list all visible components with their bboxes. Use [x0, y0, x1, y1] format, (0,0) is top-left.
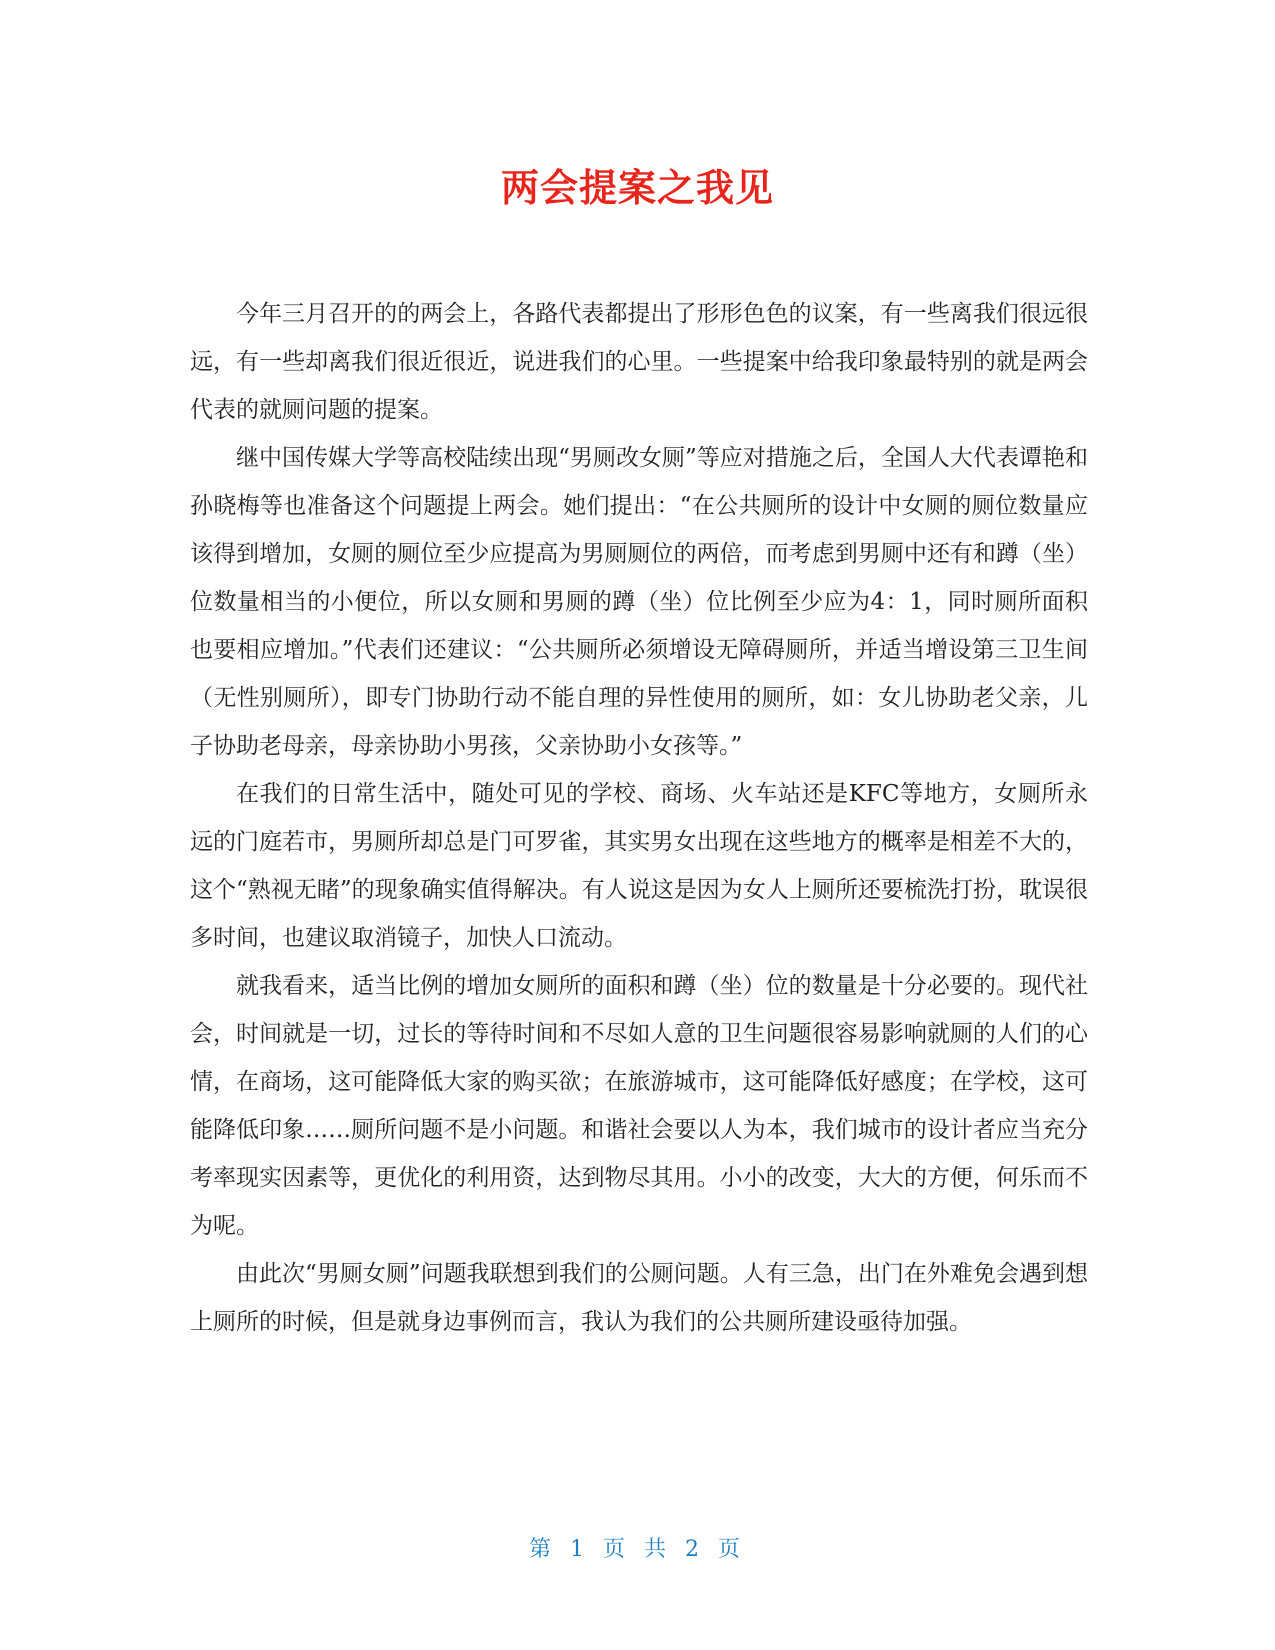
document-body: [190, 290, 1088, 1346]
paragraph-4: 就我看来，适当比例的增加女厕所的面积和蹲（坐）位的数量是十分必要的。现代社会，时间就是一切，过长的等待时间和不尽如人意的卫生问题很容易影响就厕的人们的心情，在商场，这可能降低大家的购买欲；在旅游城市，这可能降低好感度；在学校，这可能降低印象……厕所问题不是小问题。和谐社会要以人为本，我们城市的设计者应当充分考率现实因素等，更优化的利用资，达到物尽其用。小小的改变，大大的方便，何乐而不为呢。: [190, 973, 1088, 1239]
paragraph-2: 继中国传媒大学等高校陆续出现“男厕改女厕”等应对措施之后，全国人大代表谭艳和孙晓梅等也准备这个问题提上两会。她们提出：“在公共厕所的设计中女厕的厕位数量应该得到增加，女厕的厕位至少应提高为男厕厕位的两倍，而考虑到男厕中还有和蹲（坐）位数量相当的小便位，所以女厕和男厕的蹲（坐）位比例至少应为4：1，同时厕所面积也要相应增加。”代表们还建议：“公共厕所必须增设无障碍厕所，并适当增设第三卫生间（无性别厕所），即专门协助行动不能自理的异性使用的厕所，如：女儿协助老父亲，儿子协助老母亲，母亲协助小男孩，父亲协助小女孩等。”: [190, 445, 1088, 759]
paragraph-5: 由此次“男厕女厕”问题我联想到我们的公厕问题。人有三急，出门在外难免会遇到想上厕所的时候，但是就身边事例而言，我认为我们的公共厕所建设亟待加强。: [190, 1261, 1088, 1335]
page-title: 两会提案之我见: [500, 166, 774, 210]
paragraph-1: 今年三月召开的的两会上，各路代表都提出了形形色色的议案，有一些离我们很远很远，有一些却离我们很近很近，说进我们的心里。一些提案中给我印象最特别的就是两会代表的就厕问题的提案。: [190, 301, 1088, 423]
page-number-footer: 第 1 页 共 2 页: [529, 1537, 746, 1562]
paragraph-3: 在我们的日常生活中，随处可见的学校、商场、火车站还是KFC等地方，女厕所永远的门庭若市，男厕所却总是门可罗雀，其实男女出现在这些地方的概率是相差不大的，这个“熟视无睹”的现象确实值得解决。有人说这是因为女人上厕所还要梳洗打扮，耽误很多时间，也建议取消镜子，加快人口流动。: [190, 781, 1088, 951]
